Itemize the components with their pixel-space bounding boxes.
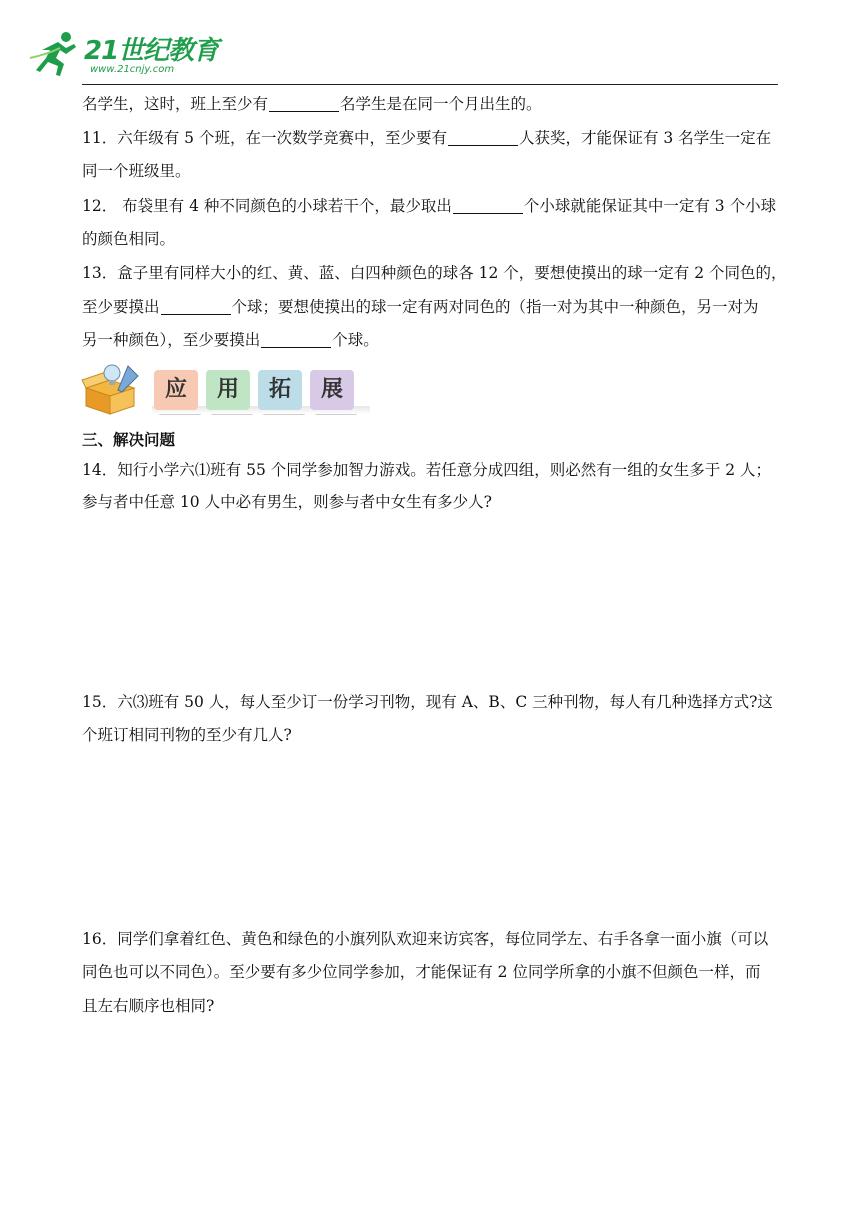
line-text: 11．六年级有 5 个班，在一次数学竞赛中，至少要有 — [82, 129, 447, 147]
line-text: 13．盒子里有同样大小的红、黄、蓝、白四种颜色的球各 12 个，要想使摸出的球一定有 2 个同色的， — [82, 264, 787, 282]
question-14 — [82, 460, 782, 480]
answer-blank[interactable] — [448, 129, 518, 146]
idea-box-icon — [80, 362, 144, 416]
question-13-cont — [82, 330, 782, 350]
question-15-cont — [82, 725, 782, 745]
question-16-cont — [82, 962, 782, 982]
logo-url-text: www.21cnjy.com — [90, 64, 175, 75]
line-text: 名学生是在同一个月出生的。 — [340, 95, 542, 113]
answer-blank[interactable] — [161, 298, 231, 315]
question-11 — [82, 128, 782, 148]
line-text: 至少要摸出 — [82, 298, 160, 316]
header-divider — [82, 84, 778, 85]
banner-tile: 应 — [154, 370, 198, 410]
line-text: 15．六⑶班有 50 人，每人至少订一份学习刊物，现有 A、B、C 三种刊物，每人有几种选择方式?这 — [82, 693, 773, 711]
line-text: 14．知行小学六⑴班有 55 个同学参加智力游戏。若任意分成四组，则必然有一组的女生多于 2 人； — [82, 461, 772, 479]
line-text: 名学生，这时，班上至少有 — [82, 95, 269, 113]
line-text: 参与者中任意 10 人中必有男生，则参与者中女生有多少人? — [82, 493, 492, 511]
section-banner — [80, 362, 370, 416]
banner-tile: 展 — [310, 370, 354, 410]
page-header — [0, 0, 860, 90]
logo-brand-text: 21世纪教育 — [84, 36, 219, 66]
line-text: 人获奖，才能保证有 3 名学生一定在 — [518, 129, 772, 147]
answer-blank[interactable] — [261, 331, 331, 348]
line-text: 同色也可以不同色）。至少要有多少位同学参加，才能保证有 2 位同学所拿的小旗不但颜色一样，而 — [82, 963, 761, 981]
line-text: 另一种颜色），至少要摸出 — [82, 331, 261, 349]
answer-blank[interactable] — [453, 197, 523, 214]
question-15 — [82, 692, 782, 712]
line-text: 个班订相同刊物的至少有几人? — [82, 726, 292, 744]
line-text: 同一个班级里。 — [82, 162, 191, 180]
line-text: 且左右顺序也相同? — [82, 997, 215, 1015]
section-title: 三、解决问题 — [82, 431, 176, 449]
line-text: 16．同学们拿着红色、黄色和绿色的小旗列队欢迎来访宾客，每位同学左、右手各拿一面小旗（可以 — [82, 930, 769, 948]
banner-tile: 用 — [206, 370, 250, 410]
question-12 — [82, 196, 782, 216]
line-text: 12． 布袋里有 4 种不同颜色的小球若干个，最少取出 — [82, 197, 452, 215]
question-16-cont — [82, 996, 782, 1016]
answer-blank[interactable] — [269, 95, 339, 112]
line-text: 个球；要想使摸出的球一定有两对同色的（指一对为其中一种颜色，另一对为 — [231, 298, 759, 316]
logo — [28, 28, 219, 80]
runner-logo-icon — [28, 28, 84, 78]
question-16 — [82, 929, 782, 949]
question-14-cont — [82, 492, 782, 512]
line-text: 的颜色相同。 — [82, 230, 176, 248]
question-13 — [82, 263, 787, 283]
line-text: 个小球就能保证其中一定有 3 个小球 — [523, 197, 777, 215]
question-12-cont — [82, 229, 782, 249]
question-13-cont — [82, 297, 782, 317]
text-line — [82, 94, 782, 114]
banner-tile: 拓 — [258, 370, 302, 410]
line-text: 个球。 — [332, 331, 379, 349]
question-11-cont — [82, 161, 782, 181]
